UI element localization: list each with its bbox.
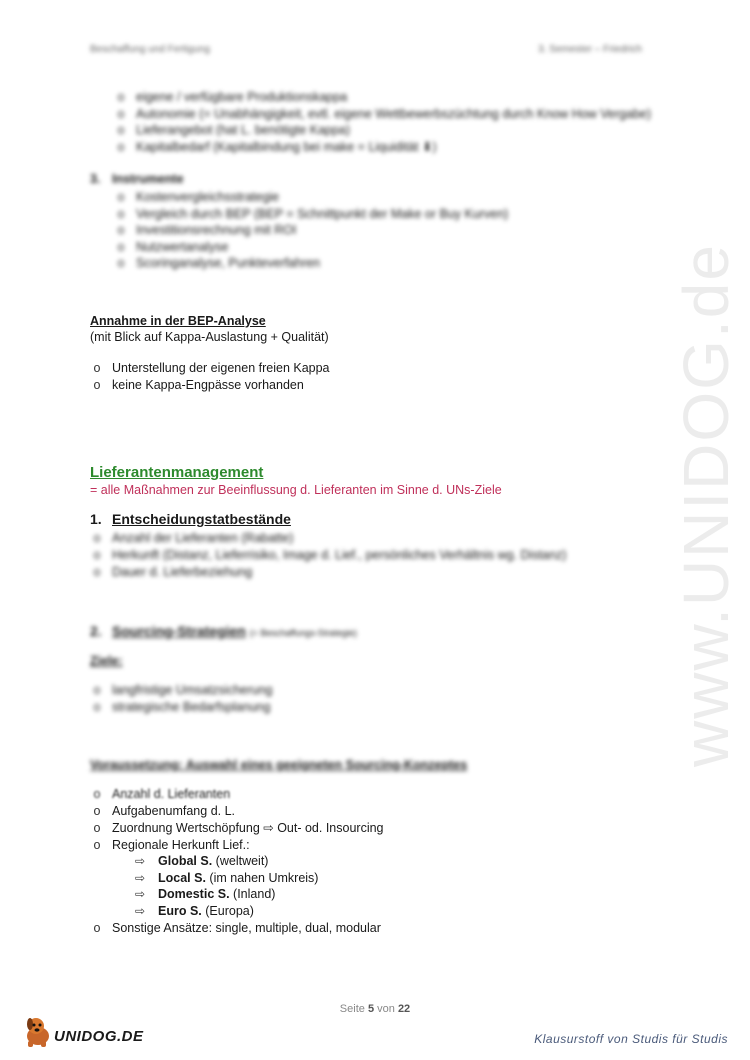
list-item: o eigene / verfügbare Produktionskappa [90,89,651,106]
bullet-icon: o [93,378,101,392]
bullet-icon: o [93,565,101,579]
bullet-icon: o [117,90,125,104]
regions-list [90,853,318,919]
bullet-icon: o [93,700,101,714]
bep-list [90,360,330,394]
capacity-list [90,89,651,155]
unidog-logo[interactable] [22,1014,154,1050]
bep-section [90,314,329,344]
region-item: ⇨ Global S. (weltweit) [90,853,318,870]
prereq-title-block [90,758,467,772]
bep-title: Annahme in der BEP-Analyse [90,314,266,328]
bullet-icon: o [117,223,125,237]
arrow-right-icon: ⇨ [134,854,146,868]
footer-tagline: Klausurstoff von Studis für Studis [534,1032,728,1046]
list-item: o Kapitalbedarf (Kapitalbindung bei make = Liquidität ⬇) [90,139,651,156]
bullet-icon: o [93,683,101,697]
bullet-icon: o [93,787,101,801]
list-item: o Vergleich durch BEP (BEP = Schnittpunkt der Make or Buy Kurven) [90,206,508,223]
list-item: o Anzahl der Lieferanten (Rabatte) [90,530,566,547]
sourcing-heading-block [90,623,357,639]
list-item: o Kostenvergleichsstrategie [90,189,508,206]
list-item: o Zuordnung Wertschöpfung ⇨ Out- od. Insourcing [90,820,384,837]
lm-title: Lieferantenmanagement [90,464,264,481]
list-item: o Regionale Herkunft Lief.: [90,837,384,854]
lm-subtitle: = alle Maßnahmen zur Beeinflussung d. Lieferanten im Sinne d. UNs-Ziele [90,483,502,497]
list-item: o Herkunft (Distanz, Lieferrisiko, Image d. Lief., persönliches Verhältnis wg. Distanz) [90,547,566,564]
header-left: Beschaffung und Fertigung [90,44,210,55]
bep-subtitle: (mit Blick auf Kappa-Auslastung + Qualität) [90,330,329,344]
header-right: 3. Semester – Friedrich [538,44,642,55]
prereq-title: Voraussetzung: Auswahl eines geeigneten Sourcing-Konzeptes [90,758,468,772]
goals-title-block [90,654,123,668]
bullet-icon: o [93,548,101,562]
arrow-right-icon: ⇨ [134,903,146,918]
bullet-icon: o [117,190,125,204]
bullet-icon: o [117,206,125,221]
lm-section [90,464,502,497]
list-item: o langfristige Umsatzsicherung [90,682,273,699]
bullet-icon: o [117,256,125,270]
list-item: o Dauer d. Lieferbeziehung [90,564,566,581]
goals-list [90,682,273,716]
region-item: ⇨ Euro S. (Europa) [90,903,318,920]
section-heading: 3. Instrumente [90,172,184,186]
bullet-icon: o [93,531,101,545]
bullet-icon: o [117,239,125,254]
arrow-right-icon: ⇨ [134,887,146,901]
bullet-icon: o [117,106,125,121]
section-instruments [90,172,184,186]
list-item: o Sonstige Ansätze: single, multiple, dual, modular [90,920,381,937]
logo-text: UNIDOG.DE [54,1028,144,1045]
bullet-icon: o [93,361,101,375]
list-item: o keine Kappa-Engpässe vorhanden [90,377,330,394]
region-item: ⇨ Domestic S. (Inland) [90,886,318,903]
list-item: o Aufgabenumfang d. L. [90,803,384,820]
list-item: o Scoringanalyse, Punkteverfahren [90,255,508,272]
decision-heading: 1. Entscheidungstatbestände [90,511,291,527]
sourcing-list [90,786,384,854]
list-item: o Lieferangebot (hat L. benötigte Kappa) [90,122,651,139]
watermark: www.UNIDOG.de [670,243,742,767]
list-item: o Investitionsrechnung mit ROI [90,222,508,239]
goals-title: Ziele: [90,654,123,668]
bullet-icon: o [93,921,101,935]
arrow-right-icon: ⇨ [134,870,146,885]
list-item: o Autonomie (= Unabhängigkeit, evtl. eigene Wettbewerbszüchtung durch Know How Vergabe) [90,106,651,123]
bullet-icon: o [93,804,101,818]
other-approaches [90,920,381,937]
sourcing-heading: 2. Sourcing-Strategien (= Beschaffungs-Strategie) [90,623,357,639]
instruments-list [90,189,508,272]
region-item: ⇨ Local S. (im nahen Umkreis) [90,870,318,887]
decision-heading-block [90,511,291,527]
list-item: o Anzahl d. Lieferanten [90,786,384,803]
bullet-icon: o [117,123,125,137]
list-item: o Nutzwertanalyse [90,239,508,256]
list-item: o Unterstellung der eigenen freien Kappa [90,360,330,377]
bullet-icon: o [93,821,101,835]
decision-list [90,530,566,581]
page-number: Seite 5 von 22 [339,1003,411,1015]
bullet-icon: o [93,838,101,852]
list-item: o strategische Bedarfsplanung [90,699,273,716]
bullet-icon: o [117,139,125,154]
